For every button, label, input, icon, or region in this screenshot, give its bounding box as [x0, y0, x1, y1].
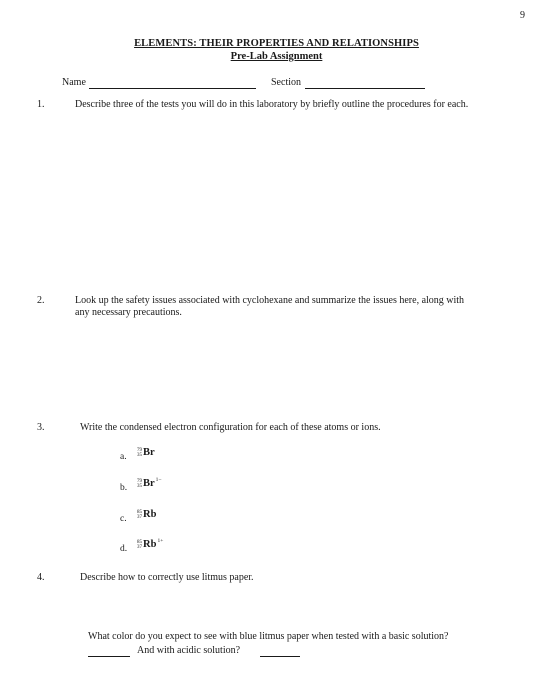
isotope-c — [137, 509, 156, 520]
question-1-text: Describe three of the tests you will do in this laboratory by briefly outline the procedures for each. — [75, 99, 469, 110]
question-2-text-line-2: any necessary precautions. — [75, 307, 182, 318]
isotope-d — [137, 539, 163, 550]
isotope-c-mass: 85 — [137, 509, 142, 515]
question-2-number: 2. — [37, 295, 45, 306]
section-label: Section — [271, 77, 301, 88]
name-label: Name — [62, 77, 86, 88]
page-subtitle: Pre-Lab Assignment — [230, 51, 323, 62]
section-field[interactable] — [305, 88, 425, 89]
question-2-text-line-1: Look up the safety issues associated with cyclohexane and summarize the issues here, along with — [75, 295, 465, 306]
isotope-a-mass: 79 — [137, 447, 142, 453]
isotope-c-atomic: 37 — [137, 514, 142, 520]
isotope-c-symbol: Rb — [143, 509, 157, 520]
question-4-number: 4. — [37, 572, 45, 583]
isotope-d-charge: 1+ — [157, 537, 164, 544]
acidic-solution-answer-field[interactable] — [260, 656, 300, 657]
isotope-b-atomic: 35 — [137, 483, 142, 489]
isotope-b — [137, 478, 162, 489]
isotope-d-atomic: 37 — [137, 544, 142, 550]
isotope-a-symbol: Br — [143, 447, 155, 458]
question-1-number: 1. — [37, 99, 45, 110]
isotope-d-mass: 85 — [137, 539, 142, 545]
isotope-a — [137, 447, 155, 458]
isotope-d-symbol: Rb — [143, 539, 157, 550]
item-a-letter: a. — [120, 452, 127, 462]
isotope-b-charge: 1− — [155, 476, 162, 483]
item-d-letter: d. — [120, 544, 128, 554]
question-4-followup-line-1: What color do you expect to see with blue litmus paper when tested with a basic solution? — [88, 631, 449, 642]
question-3-number: 3. — [37, 422, 45, 433]
question-4-text: Describe how to correctly use litmus paper. — [80, 572, 254, 583]
isotope-b-mass: 79 — [137, 478, 142, 484]
page-title: ELEMENTS: THEIR PROPERTIES AND RELATIONSHIPS — [134, 38, 419, 49]
isotope-b-symbol: Br — [143, 478, 155, 489]
page-number: 9 — [520, 10, 525, 21]
item-b-letter: b. — [120, 483, 128, 493]
basic-solution-answer-field[interactable] — [88, 656, 130, 657]
isotope-a-atomic: 35 — [137, 452, 142, 458]
item-c-letter: c. — [120, 514, 127, 524]
question-3-text: Write the condensed electron configuration for each of these atoms or ions. — [80, 422, 381, 433]
name-field[interactable] — [89, 88, 256, 89]
question-4-followup-line-2: And with acidic solution? — [137, 645, 241, 656]
